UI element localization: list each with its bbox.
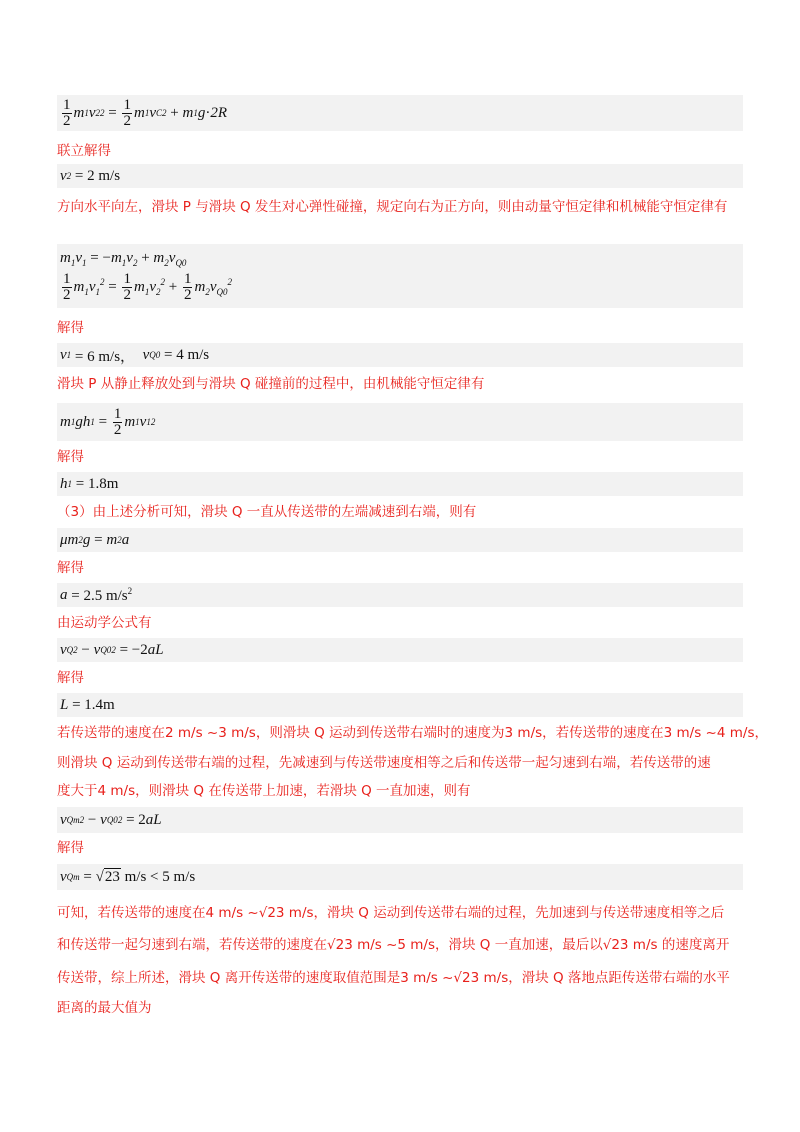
label-solve-4: 解得 xyxy=(57,670,84,686)
paragraph-belt-line-3: 度大于4 m/s，则滑块 Q 在传送带上加速，若滑块 Q 一直加速，则有 xyxy=(57,783,471,799)
equation-energy-top: $\frac{1}{2}$ m 1 v 2 2 = $\frac{1}{2}$ m 1 v C 2 + m 1 g · 2R xyxy=(57,95,743,131)
paragraph-final-line-3: 传送带，综上所述，滑块 Q 离开传送带的速度取值范围是3 m/s ~√23 m/s，滑块 Q 落地点距传送带右端的水平 xyxy=(57,970,730,986)
equation-energy: $\frac{1}{2}$ $m_1v_1^2$ = $\frac{1}{2}$ $m_1v_2^2$ + $\frac{1}{2}$ $m_2v_{Q0}^2$ xyxy=(63,270,232,303)
label-solve-jointly: 联立解得 xyxy=(57,143,111,159)
paragraph-belt-line-1: 若传送带的速度在2 m/s ~3 m/s，则滑块 Q 运动到传送带右端时的速度为3 m/s，若传送带的速度在3 m/s ~4 m/s， xyxy=(57,725,768,741)
equation-kinematics-2: v Qm 2 − v Q0 2 = 2 aL xyxy=(57,807,743,833)
paragraph-collision: 方向水平向左，滑块 P 与滑块 Q 发生对心弹性碰撞，规定向右为正方向，则由动量守恒定律和机械能守恒定律有 xyxy=(57,199,728,215)
equation-a: a = 2.5 $m/s^2$ xyxy=(57,583,743,607)
equation-friction: μm 2 g = m 2 a xyxy=(57,528,743,552)
paragraph-final-line-1: 可知，若传送带的速度在4 m/s ~√23 m/s，滑块 Q 运动到传送带右端的过程，先加速到与传送带速度相等之后 xyxy=(57,905,725,921)
label-solve-5: 解得 xyxy=(57,840,84,856)
equation-v2: v 2 = 2 m/s xyxy=(57,164,743,188)
label-solve-3: 解得 xyxy=(57,560,84,576)
paragraph-final-line-2: 和传送带一起匀速到右端，若传送带的速度在√23 m/s ~5 m/s，滑块 Q 一直加速，最后以√23 m/s 的速度离开 xyxy=(57,937,730,953)
paragraph-final-line-4: 距离的最大值为 xyxy=(57,1000,152,1016)
paragraph-release: 滑块 P 从静止释放处到与滑块 Q 碰撞前的过程中，由机械能守恒定律有 xyxy=(57,376,485,392)
equation-mgh: m 1 gh 1 = $\frac{1}{2}$ m 1 v 1 2 xyxy=(57,403,743,441)
paragraph-part-3: （3）由上述分析可知，滑块 Q 一直从传送带的左端减速到右端，则有 xyxy=(57,504,477,520)
equation-conservation-block xyxy=(57,244,743,308)
paragraph-belt-line-2: 则滑块 Q 运动到传送带右端的过程，先减速到与传送带速度相等之后和传送带一起匀速到右端，若传送带的速 xyxy=(57,755,711,771)
label-solve-1: 解得 xyxy=(57,320,84,336)
label-solve-2: 解得 xyxy=(57,449,84,465)
equation-vqm: v Qm = √23 m/s < 5 m/s xyxy=(57,864,743,890)
equation-L: L = 1.4m xyxy=(57,693,743,717)
equation-momentum: $m_1v_1 = -m_1v_2 + m_2v_{Q0}$ xyxy=(60,249,187,268)
equation-v1-vq0: v 1 = 6 m/s， v Q0 = 4 m/s xyxy=(57,343,743,367)
equation-kinematics-1: v Q 2 − v Q0 2 = −2 aL xyxy=(57,638,743,662)
label-kinematics: 由运动学公式有 xyxy=(57,615,152,631)
equation-h1: h 1 = 1.8m xyxy=(57,472,743,496)
